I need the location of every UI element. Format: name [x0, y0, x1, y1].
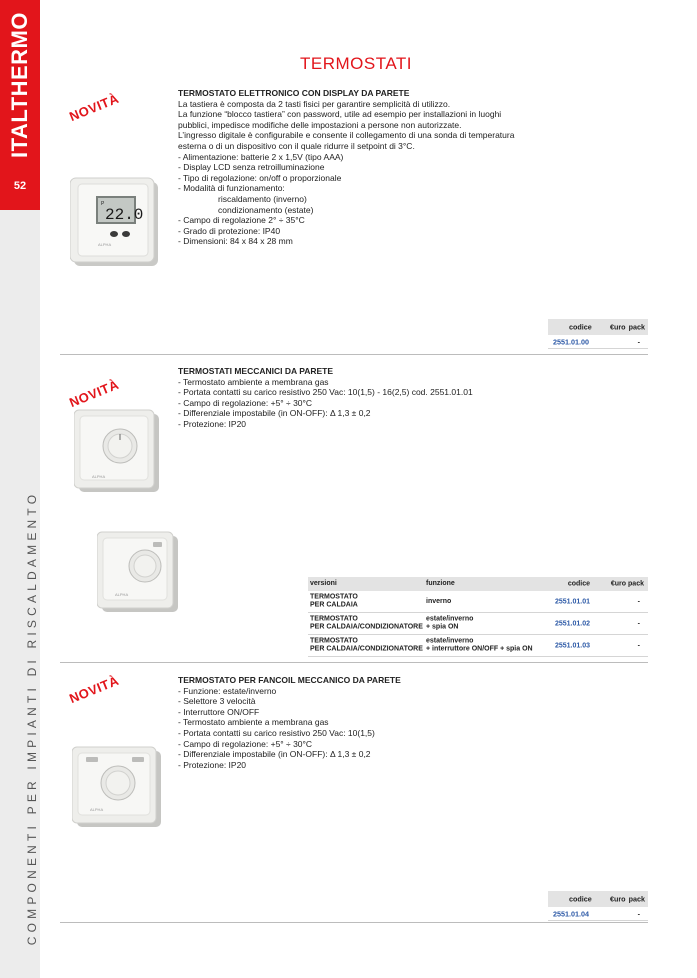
product-2-title: TERMOSTATI MECCANICI DA PARETE	[178, 366, 334, 376]
header-versioni: versioni	[310, 579, 337, 587]
pack: -	[637, 337, 640, 346]
desc-line: La funzione “blocco tastiera” con password, utile ad esempio per installazioni in luoghi	[178, 109, 502, 120]
function-text: estate/inverno	[426, 615, 474, 622]
product-code: 2551.01.02	[554, 620, 590, 627]
header-codice: codice	[569, 894, 592, 904]
desc-line: - Campo di regolazione: +5° ÷ 30°C	[178, 738, 313, 749]
desc-line: - Portata contatti su carico resistivo 250 Vac: 10(1,5)	[178, 727, 375, 738]
product-code: 2551.01.04	[553, 909, 589, 918]
sidebar	[0, 0, 40, 978]
product-mark: ALPHA	[98, 242, 112, 247]
section-divider	[60, 354, 648, 355]
desc-line: - Portata contatti su carico resistivo 250 Vac: 10(1,5) - 16(2,5) cod. 2551.01.01	[178, 387, 473, 398]
desc-line: - Protezione: IP20	[178, 418, 247, 429]
pack: -	[637, 642, 640, 649]
brand-box	[0, 0, 40, 210]
desc-line: L’ingresso digitale è configurabile e consente il collegamento di una sonda di temperatura	[178, 130, 515, 141]
version-name: PER CALDAIA/CONDIZIONATORE	[310, 645, 423, 653]
version-name: TERMOSTATO	[310, 637, 358, 644]
desc-line: esterna o di un dispositivo con il quale ridurre il setpoint di 3°C.	[178, 140, 415, 151]
desc-line: - Campo di regolazione 2° ÷ 35°C	[178, 215, 305, 226]
table-row	[548, 907, 648, 921]
product-mark: ALPHA	[92, 474, 106, 479]
version-name: TERMOSTATO	[310, 593, 358, 600]
product-1-title: TERMOSTATO ELETTRONICO CON DISPLAY DA PARETE	[178, 88, 410, 98]
desc-line: - Display LCD senza retroilluminazione	[178, 162, 325, 173]
desc-line: - Differenziale impostabile (in ON-OFF): Δ 1,3 ± 0,2	[178, 749, 371, 760]
function-text: inverno	[426, 597, 452, 605]
function-text: estate/inverno	[426, 637, 474, 644]
desc-line: pubblici, impedisce modifiche delle impostazioni a persone non autorizzate.	[178, 119, 462, 130]
product-1-price-table	[548, 319, 648, 349]
product-mark: ALPHA	[115, 592, 129, 597]
product-2-description	[178, 366, 473, 430]
novita-badge: NOVITÀ	[67, 90, 122, 125]
header-codice: codice	[567, 580, 590, 588]
table-row	[548, 335, 648, 349]
header-pack: pack	[628, 580, 644, 588]
version-name: TERMOSTATO	[310, 615, 358, 622]
mechanical-thermostat-switch-image	[97, 530, 179, 614]
pack: -	[637, 909, 640, 918]
desc-line: - Modalità di funzionamento:	[178, 183, 285, 194]
desc-line: La tastiera è composta da 2 tasti fisici per garantire semplicità di utilizzo.	[178, 98, 451, 109]
product-2-versions-table	[308, 577, 648, 657]
function-text: + interruttore ON/OFF + spia ON	[426, 645, 533, 653]
header-euro: €uro	[610, 322, 626, 332]
function-text: + spia ON	[426, 623, 459, 631]
desc-line: - Selettore 3 velocità	[178, 696, 256, 707]
product-code: 2551.01.01	[554, 598, 590, 605]
product-code: 2551.01.00	[553, 337, 589, 346]
desc-line: - Campo di regolazione: +5° ÷ 30°C	[178, 397, 313, 408]
desc-line: - Grado di protezione: IP40	[178, 225, 281, 236]
fancoil-thermostat-image	[72, 745, 162, 829]
desc-line: - Tipo di regolazione: on/off o proporzionale	[178, 172, 342, 183]
lcd-mode-text: P	[101, 201, 105, 207]
lcd-reading-text: 22.0	[105, 206, 144, 224]
page-number: 52	[13, 180, 27, 192]
desc-line: - Interruttore ON/OFF	[178, 706, 260, 717]
pack: -	[637, 598, 640, 605]
version-name: PER CALDAIA	[310, 601, 358, 609]
desc-line: - Funzione: estate/inverno	[178, 685, 277, 696]
table-header	[548, 891, 648, 907]
table-header	[308, 577, 648, 591]
version-name: PER CALDAIA/CONDIZIONATORE	[310, 623, 423, 631]
section-divider	[60, 922, 648, 923]
desc-line: riscaldamento (inverno)	[218, 193, 307, 204]
novita-badge: NOVITÀ	[67, 672, 122, 707]
desc-line: - Protezione: IP20	[178, 759, 247, 770]
table-row	[308, 591, 648, 613]
product-code: 2551.01.03	[554, 642, 590, 649]
table-row	[308, 613, 648, 635]
electronic-thermostat-image	[70, 176, 160, 268]
novita-badge: NOVITÀ	[67, 376, 122, 411]
brand-logo: ITALTHERMO	[7, 12, 32, 158]
header-pack: pack	[628, 322, 645, 332]
desc-line: condizionamento (estate)	[218, 204, 314, 215]
product-3-description	[178, 675, 401, 770]
header-funzione: funzione	[426, 579, 455, 587]
header-pack: pack	[628, 894, 645, 904]
table-header	[548, 319, 648, 335]
mechanical-thermostat-image	[74, 408, 160, 494]
desc-line: - Termostato ambiente a membrana gas	[178, 717, 329, 728]
table-row	[308, 635, 648, 657]
desc-line: - Differenziale impostabile (in ON-OFF): Δ 1,3 ± 0,2	[178, 408, 371, 419]
product-1-description	[178, 88, 514, 247]
section-divider	[60, 662, 648, 663]
header-codice: codice	[569, 322, 592, 332]
product-3-price-table	[548, 891, 648, 921]
desc-line: - Termostato ambiente a membrana gas	[178, 376, 329, 387]
section-title: TERMOSTATI	[300, 54, 413, 73]
category-vertical-label: COMPONENTI PER IMPIANTI DI RISCALDAMENTO	[25, 490, 39, 946]
product-3-title: TERMOSTATO PER FANCOIL MECCANICO DA PARETE	[178, 675, 401, 685]
pack: -	[637, 620, 640, 627]
desc-line: - Alimentazione: batterie 2 x 1,5V (tipo AAA)	[178, 151, 344, 162]
product-mark: ALPHA	[90, 807, 104, 812]
desc-line: - Dimensioni: 84 x 84 x 28 mm	[178, 236, 293, 247]
header-euro: €uro	[610, 894, 626, 904]
header-euro: €uro	[610, 580, 626, 588]
